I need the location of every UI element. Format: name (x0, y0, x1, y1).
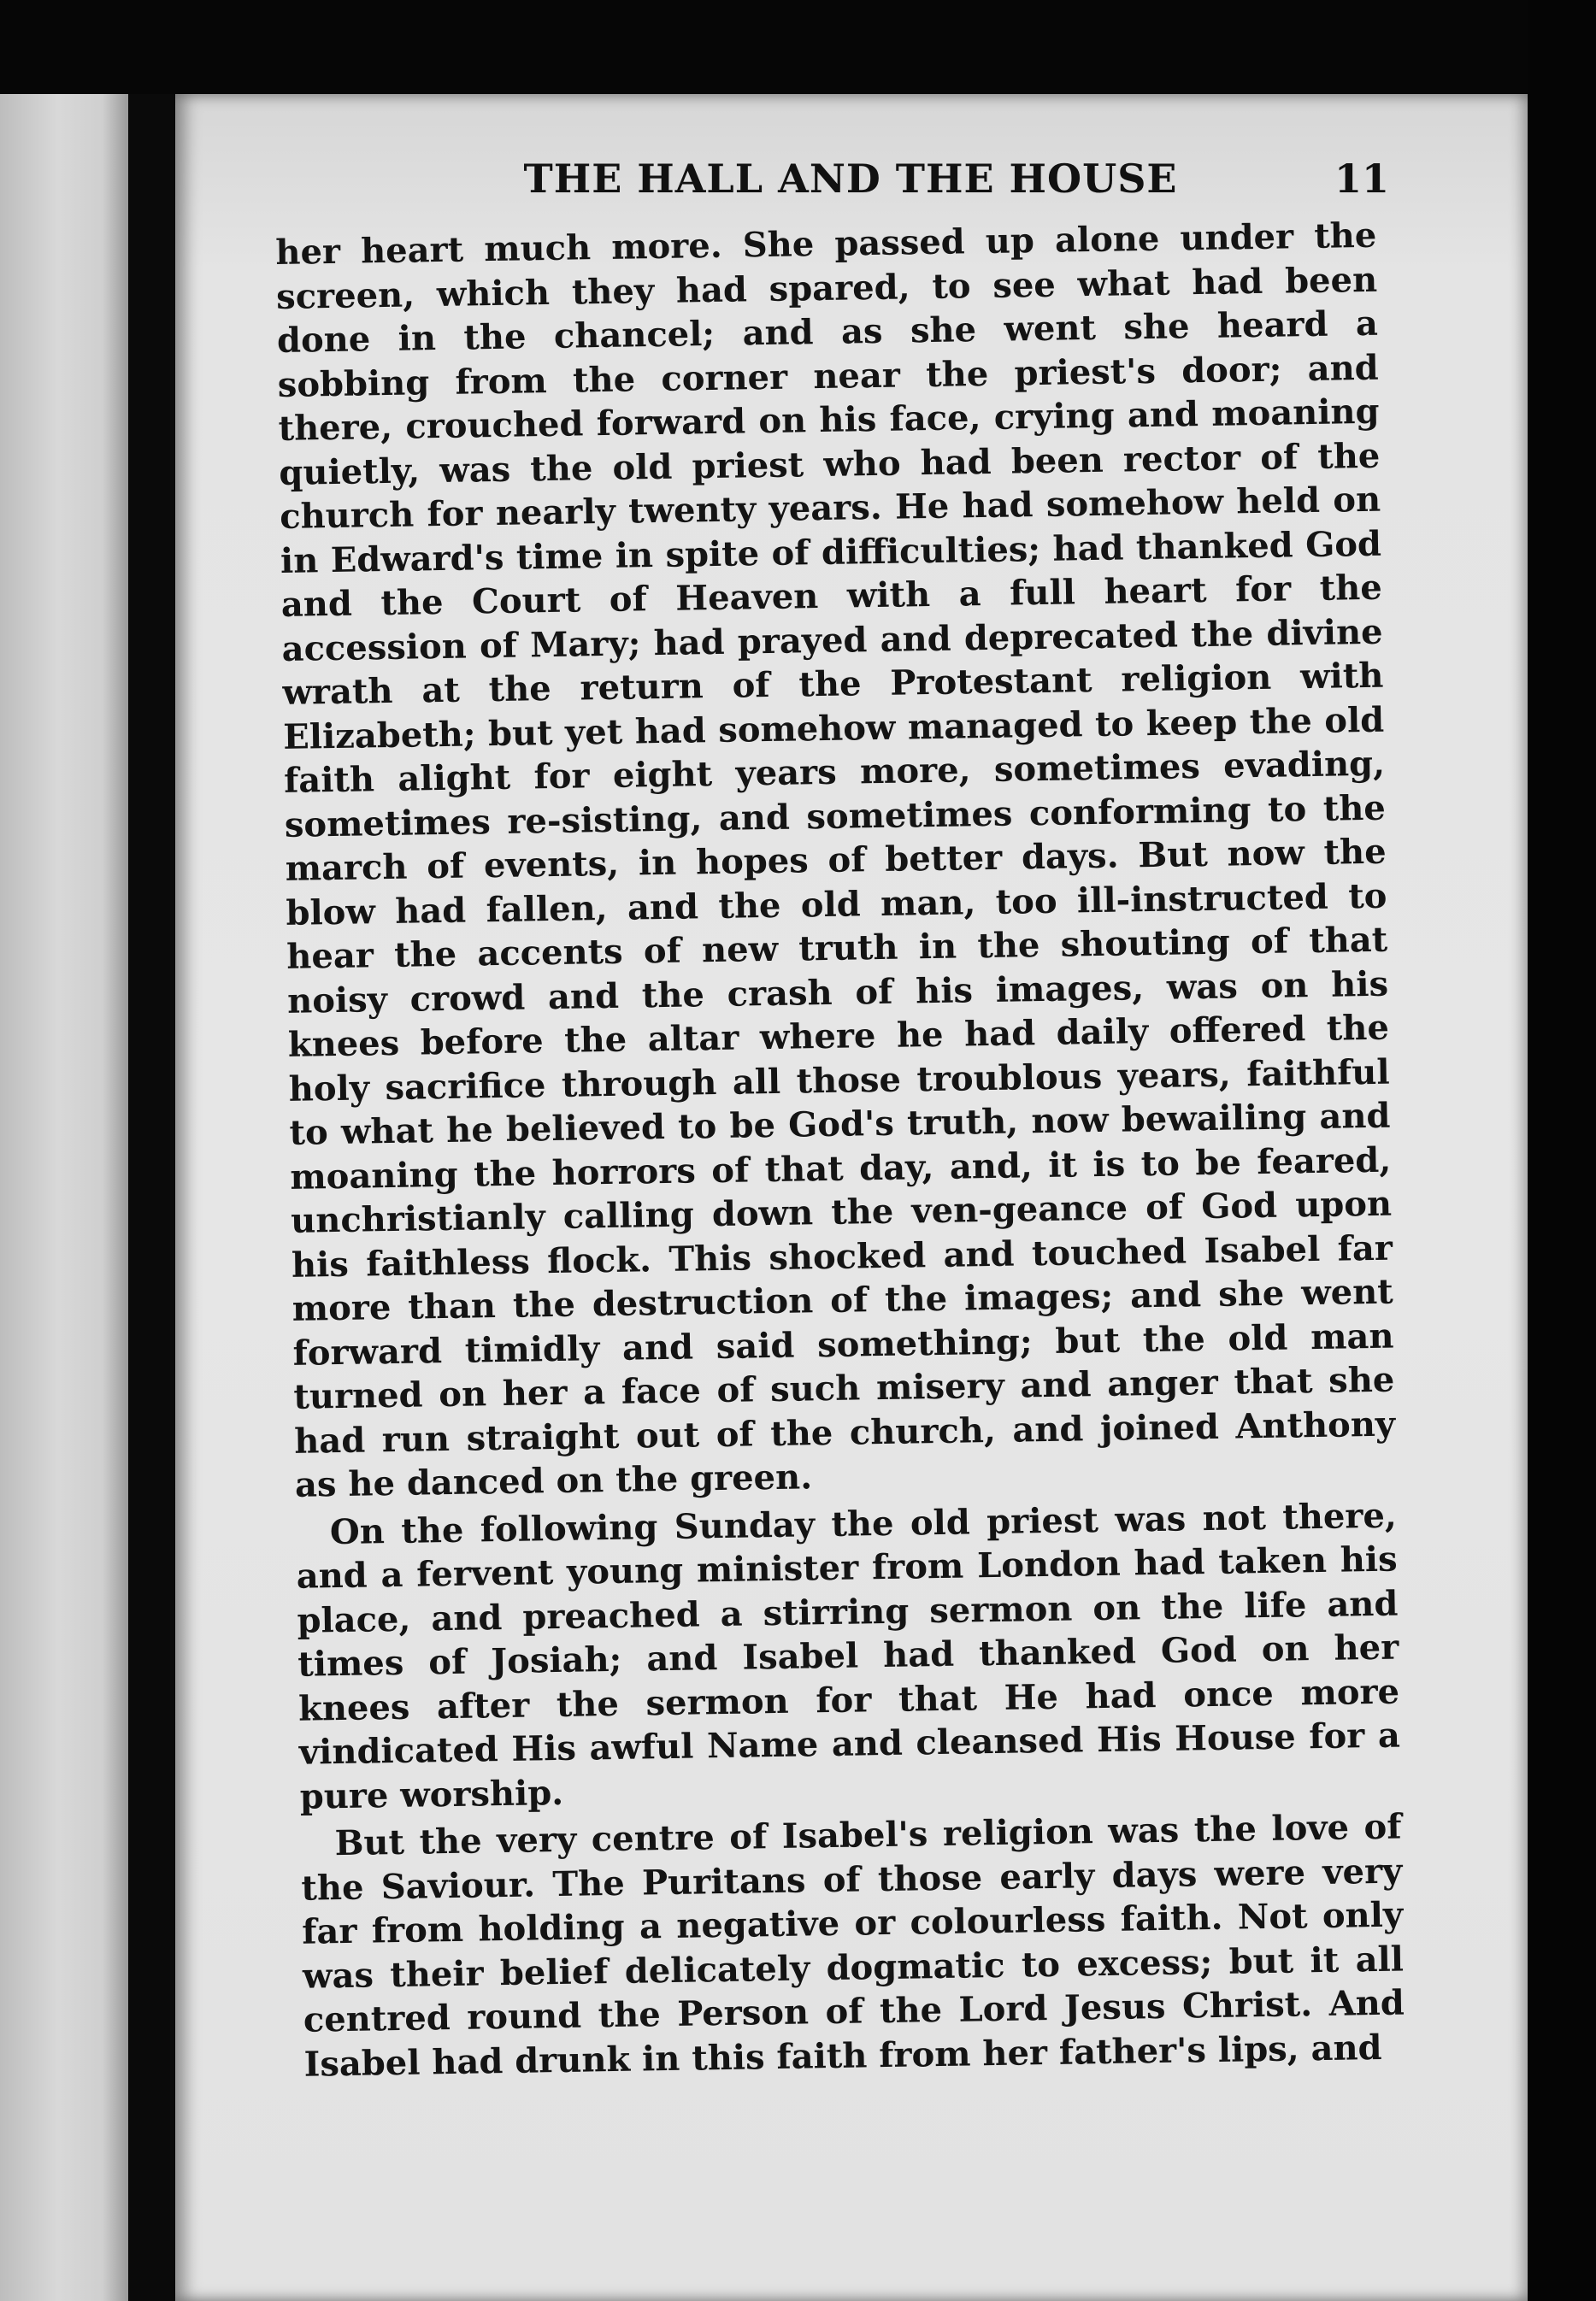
paragraph-3: But the very centre of Isabel's religion was the love of the Saviour. The Puritans of those early days were very far from holding a negative or colourless faith. Not only was their belief delicately dogmatic to excess; but it all centred round the Person of the Lord Jesus Christ. And Isabel had drunk in this faith from her father's lips, and (301, 1806, 1405, 2085)
paragraph-1: her heart much more. She passed up alone under the screen, which they had spared, to see what had been done in the chancel; and as she went she heard a sobbing from the corner near the priest's door; and there, crouched forward on his face, crying and moaning quietly, was the old priest who had been rector of the church for nearly twenty years. He had somehow held on in Edward's time in spite of difficulties; had thanked God and the Court of Heaven with a full heart for the accession of Mary; had prayed and deprecated the divine wrath at the return of the Protestant religion with Elizabeth; but yet had somehow managed to keep the old faith alight for eight years more, sometimes evading, sometimes re-sisting, and sometimes conforming to the march of events, in hopes of better days. But now the blow had fallen, and the old man, too ill-instructed to hear the accents of new truth in the shouting of that noisy crowd and the crash of his images, was on his knees before the altar where he had daily offered the holy sacrifice through all those troublous years, faithful to what he believed to be God's truth, now bewailing and moaning the horrors of that day, and, it is to be feared, unchristianly calling down the ven-geance of God upon his faithless flock. This shocked and touched Isabel far more than the destruction of the images; and she went forward timidly and said something; but the old man turned on her a face of such misery and anger that she had run straight out of the church, and joined Anthony as he danced on the green. (275, 215, 1396, 1505)
page-header (312, 156, 1389, 207)
scan-background-right (1528, 0, 1596, 2301)
paragraph-2: On the following Sunday the old priest was not there, and a fervent young minister from London had taken his place, and preached a stirring sermon on the life and times of Josiah; and Isabel had thanked God on her knees after the sermon for that He had once more vindicated His awful Name and cleansed His House for a pure worship. (296, 1495, 1401, 1817)
body-text (275, 214, 1405, 2086)
running-head: THE HALL AND THE HOUSE (523, 156, 1178, 202)
page-number: 11 (1334, 156, 1389, 202)
previous-page-edge (0, 94, 128, 2301)
book-gutter (128, 94, 175, 2301)
